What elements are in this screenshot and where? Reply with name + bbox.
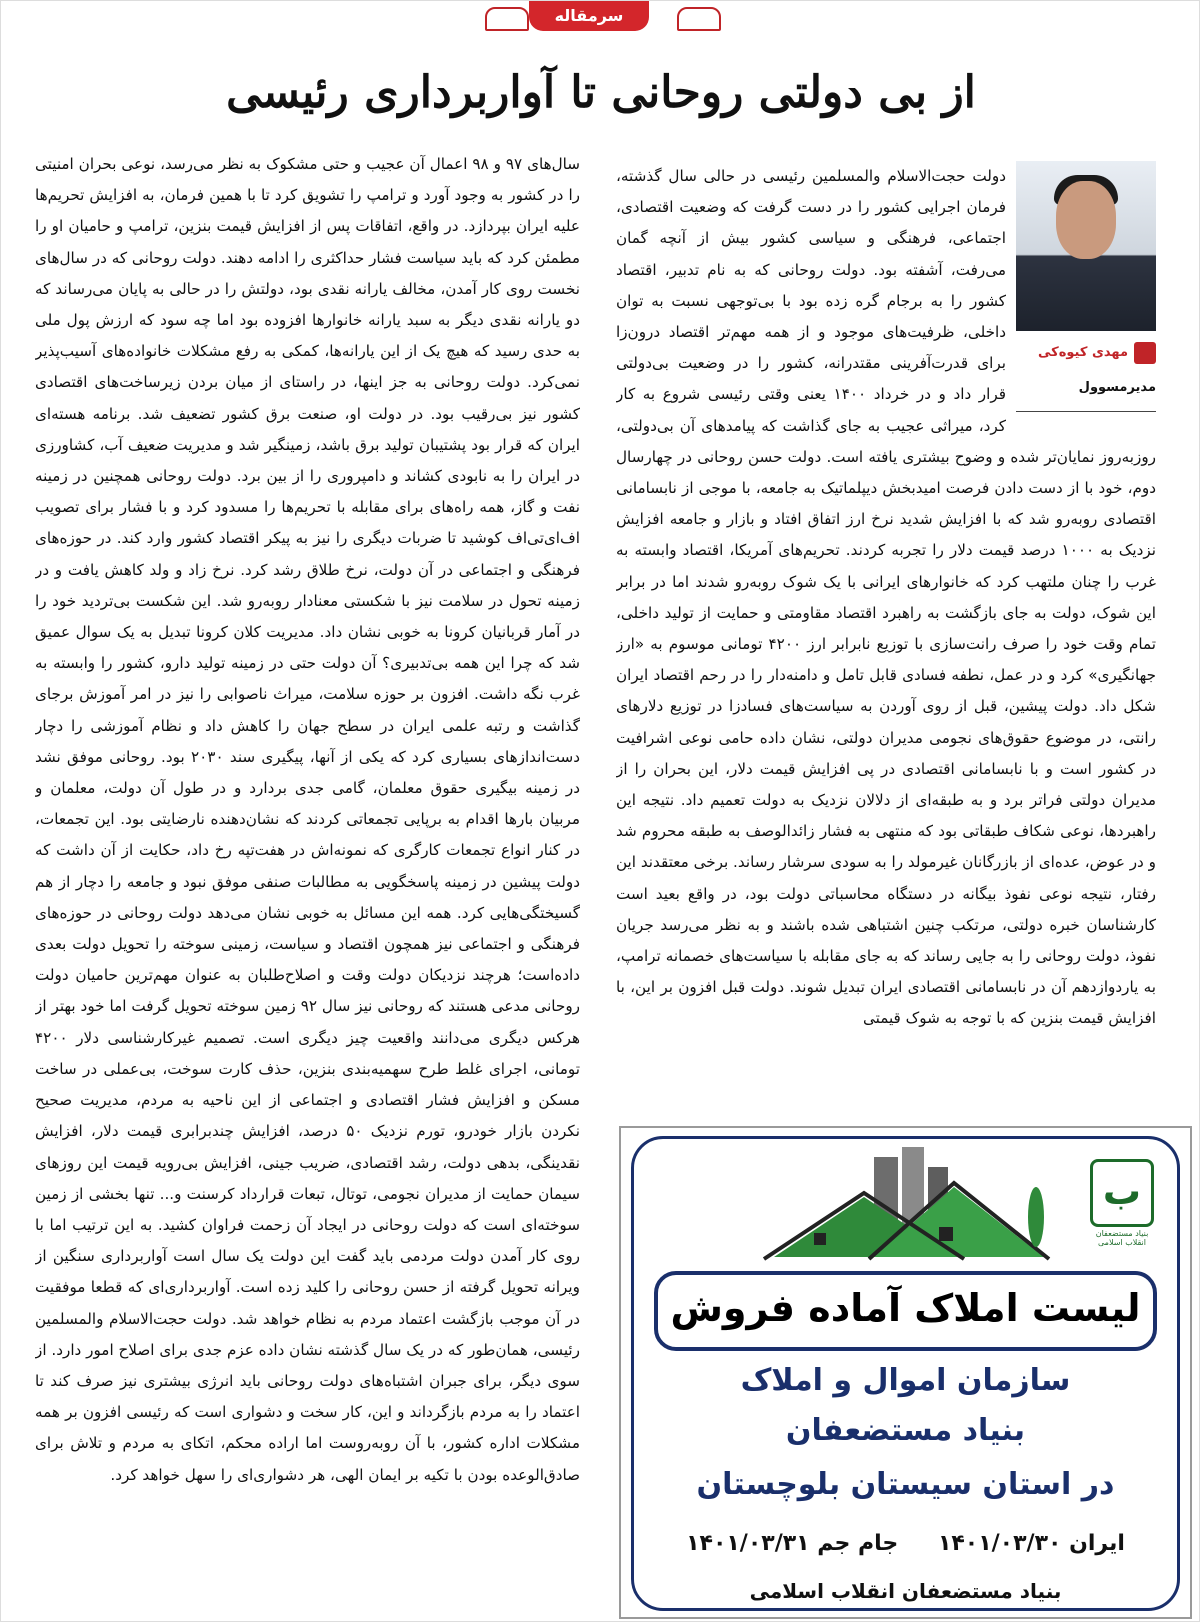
ad-dates	[634, 1531, 1177, 1556]
ad-foundation-line: بنیاد مستضعفان	[785, 1413, 1026, 1448]
article-column-left	[35, 149, 580, 1609]
ornament-left-icon	[485, 7, 529, 31]
author-divider	[1016, 411, 1156, 412]
article-text-right: دولت حجت‌الاسلام والمسلمین رئیسی در حالی سال گذشته، فرمان اجرایی کشور را در دست گرفت که وضعیت اقتصادی، اجتماعی، فرهنگی و سیاسی کشور بیش از آنچه گمان می‌رفت، آشفته بود. دولت روحانی که به نام تدبیر، اقتصاد کشور را به برجام گره زده بود با بی‌توجهی نسبت به توان داخلی، ظرفیت‌های موجود و از همه مهم‌تر اقتصاد درون‌زا برای قدرت‌آفرینی مقتدرانه، کشور را در وضعیت بی‌دولتی قرار داد و در خرداد ۱۴۰۰ یعنی وقتی رئیسی شروع به کار کرد، میراثی عجیب به جای گذاشت که پیامدهای آن بی‌دولتی، روزبه‌روز نمایان‌تر شده و وضوح بیشتری یافته است. دولت حسن روحانی در چهارسال دوم، خود با از دست دادن فرصت امیدبخش دیپلماتیک به جامعه، با موجی از نابسامانی اقتصادی روبه‌رو شد که با افزایش شدید نرخ ارز اتفاق افتاد و بازار و جامعه افزایش نزدیک به ۱۰۰۰ درصد قیمت دلار را تجربه کردند. تحریم‌های آمریکا، اقتصاد وابسته به غرب را چنان ملتهب کرد که خانوارهای ایرانی با یک شوک روبه‌رو شدند اما در برابر این شوک، دولت به جای بازگشت به راهبرد اقتصاد مقاومتی و حمایت از تولید داخلی، تمام وقت خود را صرف رانت‌سازی با توزیع نابرابر ارز ۴۲۰۰ تومانی موسوم به «ارز جهانگیری» کرد و در عمل، نطفه فسادی قابل تامل و دامنه‌دار را در رحم اقتصاد ایران شکل داد. دولت پیشین، قبل از روی آوردن به سیاست‌های فسادزا در توزیع دلارهای رانتی، در موضوع حقوق‌های نجومی مدیران دولتی، نشان داده حامی نوعی اشرافیت در کشور است و با نابسامانی اقتصادی در پی افزایش قیمت دلار، این بحران را از مدیران دولتی فراتر برد و به طبقه‌ای از دلالان نزدیک به دولت تعمیم داد. نتیجه این راهبردها، نوعی شکاف طبقاتی بود که منتهی به فشار زائدالوصف به طبقه محروم شد و در عوض، عده‌ای از بازرگانان غیرمولد را به سودی سرشار رساند. برخی معتقدند این رفتار، نتیجه نوعی نفوذ بیگانه در دستگاه محاسباتی دولت بود، در واقع بعید است کارشناسان خبره دولتی، مرتکب چنین اشتباهی شده باشند و به نظر می‌رسد جریان نفوذ، دولت روحانی را به جایی رساند که به جای مقابله با سیاست‌های خصمانه ترامپ، به یاردوازدهم آن در نابسامانی اقتصادی ایران تبدیل شوند. دولت قبل افزون بر این، با افزایش قیمت بنزین که با توجه به شوک قیمتی	[616, 167, 1156, 1028]
ad-frame	[631, 1136, 1180, 1611]
ad-date-jamejam: جام جم ۱۴۰۱/۰۳/۳۱	[686, 1531, 899, 1556]
article-column-right	[616, 161, 1156, 1116]
section-badge: سرمقاله	[529, 1, 649, 31]
author-box	[1016, 161, 1156, 412]
ad-date-iran: ایران ۱۴۰۱/۰۳/۳۰	[937, 1531, 1125, 1556]
houses-illustration-icon	[754, 1147, 1054, 1267]
author-photo	[1016, 161, 1156, 331]
article-text-left: سال‌های ۹۷ و ۹۸ اعمال آن عجیب و حتی مشکوک به نظر می‌رسد، نوعی بحران امنیتی را در کشور به وجود آورد و ترامپ را تشویق کرد تا با همین فرمان، به افزایش تحریم‌ها علیه ایران بپردازد. در واقع، اتفاقات پس از افزایش قیمت بنزین، ترامپ و حامیان او را مطمئن کرد که باید سیاست فشار حداکثری را ادامه دهند. دولت روحانی که در سال‌های نخست روی کار آمدن، مخالف یارانه نقدی بود، دولتش را در حالی به پایان می‌رساند که دو یارانه نقدی دیگر به سبد یارانه خانوارها افزوده بود اما چه سود که ارزش پول ملی به حدی رسید که هیچ یک از این یارانه‌ها، کمکی به رفع مشکلات خانواده‌های آسیب‌پذیر نمی‌کرد. دولت روحانی به جز اینها، در راستای از میان بردن زیرساخت‌های اقتصادی کشور نیز بی‌رقیب بود. در دولت او، صنعت برق کشور تضعیف شد. برنامه هسته‌ای ایران که قرار بود پشتیبان تولید برق باشد، زمینگیر شد و مدیریت ضعیف آب، کشاورزی در ایران را به نابودی کشاند و دامپروری را از بین برد. دولت روحانی همچنین در زمینه نفت و گاز، همه راه‌های برای مقابله با تحریم‌ها را مسدود کرد و با فشار برای تصویب اف‌ای‌تی‌اف کوشید تا ضربات دیگری را نیز به پیکر اقتصاد کشور وارد کند. در حوزه‌های فرهنگی و اجتماعی در آن دولت، نرخ طلاق رشد کرد. نرخ زاد و ولد کاهش یافت و در زمینه تحول در سلامت نیز با شکستی معنادار روبه‌رو شد. این شکست بی‌تردید خود را در آمار قربانیان کرونا به خوبی نشان داد. مدیریت کلان کرونا تبدیل به یک سوال عمیق شد که چرا این همه بی‌تدبیری؟ آن دولت حتی در زمینه تولید دارو، کشور را وابسته به غرب نگه داشت. افزون بر حوزه سلامت، میراث ناصوابی را نیز در امر آموزش برجای گذاشت و رتبه علمی ایران در سطح جهان را کاهش داد و نظام آموزشی را دچار دست‌اندازهای بسیاری کرد که یکی از آنها، پیگیری سند ۲۰۳۰ بود. روحانی موفق نشد در زمینه بیگیری حقوق معلمان، گامی جدی بردارد و در طول آن دولت، معلمان و مربیان بارها اقدام به برپایی تجمعاتی کردند که نشان‌دهنده نارضایتی بود. این تجمعات، در کنار انواع تجمعات کارگری که نمونه‌اش در هفت‌تپه رخ داد، حکایت از آن داشت که دولت پیشین در زمینه پاسخگویی به مطالبات صنفی موفق نبود و جامعه را دچار از هم گسیختگی‌هایی کرد. همه این مسائل به خوبی نشان می‌دهد دولت روحانی در حوزه‌های فرهنگی و اجتماعی نیز همچون اقتصاد و سیاست، زمینی سوخته را تحویل دولت بعدی داده‌است؛ هرچند نزدیکان دولت وقت و اصلاح‌طلبان به عنوان مهم‌ترین حامیان دولت روحانی مدعی هستند که روحانی نیز سال ۹۲ زمین سوخته تحویل گرفت اما خود بهتر از هرکس دیگری می‌دانند واقعیت چیز دیگری است. تصمیم غیرکارشناسی دلار ۴۲۰۰ تومانی، اجرای غلط طرح سهمیه‌بندی بنزین، حذف کارت سوخت، بی‌عملی در ساخت مسکن و افزایش فشار اقتصادی و اجتماعی از این ناحیه به مردم، مدیریت صحیح نکردن بازار خودرو، تورم نزدیک ۵۰ درصد، افزایش چندبرابری قیمت دلار، افزایش نقدینگی، بدهی دولت، رشد اقتصادی، ضریب جینی، افزایش بی‌رویه قیمت این روزهای سیمان حمایت از مدیران نجومی، توتال، تبعات قرارداد کرسنت و... تنها بخشی از زمین سوخته‌ای است که دولت روحانی در ایجاد آن زحمت فراوان کشید. به این ترتیب اما با روی کار آمدن دولت مردمی باید گفت این دولت یک سال است آواربرداری سنگین از ویرانه تحویل گرفته از حسن روحانی را کلید زده است. آواربرداری‌ای که قطعا موفقیت در آن موجب بازگشت اعتماد مردم به نظام خواهد شد. دولت حجت‌الاسلام والمسلمین رئیسی، همان‌طور که در یک سال گذشته نشان داده عزم جدی برای اصلاح امور دارد. از سوی دیگر، برای جبران اشتباه‌های دولت روحانی باید انرژی بیشتری نیز صرف کند تا اعتماد را به مردم بازگرداند و این، کار سخت و دشواری است که رئیسی افزون بر همه مشکلات اداره کشور، با آن روبه‌روست اما اراده محکم، اتکای به مردم و تلاش برای صادق‌الوعده بودن با تکیه بر ایمان الهی، هر دشواری‌ای را سهل خواهد کرد.	[35, 155, 580, 1484]
ad-org-line: سازمان اموال و املاک	[740, 1363, 1071, 1398]
foundation-logo-icon: ب	[1090, 1159, 1154, 1227]
section-header	[1, 1, 1200, 35]
ornament-right-icon	[677, 7, 721, 31]
article-title: از بی دولتی روحانی تا آواربرداری رئیسی	[226, 67, 976, 118]
property-sale-ad	[619, 1126, 1192, 1619]
author-logo-icon	[1134, 342, 1156, 364]
ad-footer: بنیاد مستضعفان انقلاب اسلامی	[749, 1579, 1062, 1603]
ad-title: لیست املاک آماده فروش	[654, 1271, 1157, 1351]
foundation-logo	[1087, 1159, 1157, 1249]
author-name: مهدی کیوه‌کی	[1038, 345, 1128, 360]
ad-province-line: در استان سیستان بلوچستان	[696, 1467, 1115, 1502]
author-role: مدیرمسوول	[1078, 380, 1156, 396]
logo-caption: بنیاد مستضعفان انقلاب اسلامی	[1095, 1229, 1149, 1247]
